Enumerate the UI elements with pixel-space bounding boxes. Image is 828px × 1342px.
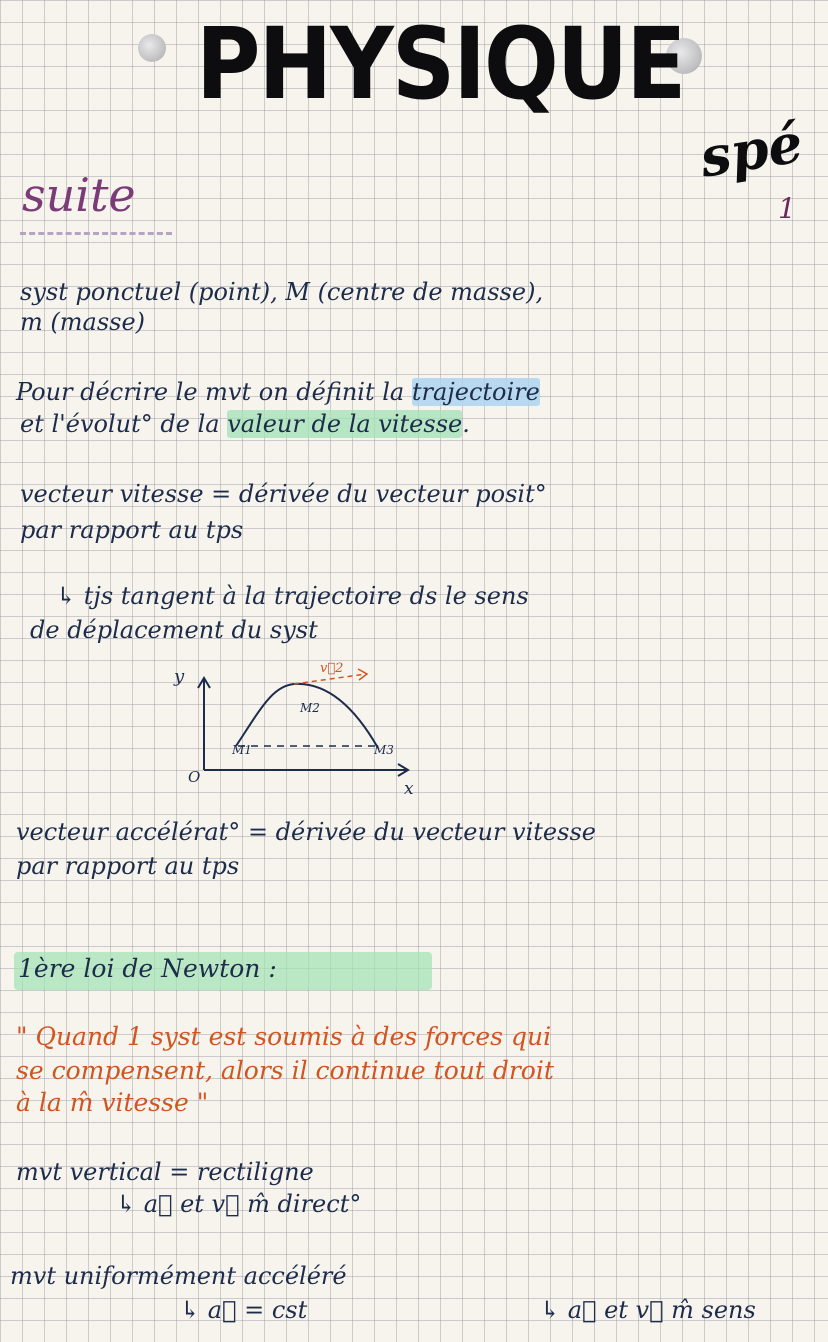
binder-hole-left [138, 34, 166, 62]
note-line-5: vecteur vitesse = dérivée du vecteur posit° [20, 480, 547, 508]
trajectory-diagram [168, 650, 438, 800]
point-m2-label: M2 [300, 701, 320, 715]
note-line-9: vecteur accélérat° = dérivée du vecteur vitesse [16, 818, 596, 846]
note-line-4-text: et l'évolut° de la [20, 410, 228, 438]
quote-line-3: à la m̂ vitesse " [16, 1088, 209, 1117]
note-line-3-text: Pour décrire le mvt on définit la [16, 378, 412, 406]
x-axis-line [204, 764, 408, 776]
note-line-12: mvt vertical = rectiligne [16, 1158, 314, 1186]
trajectory-curve [236, 684, 378, 748]
vector-label: v⃗2 [320, 661, 344, 676]
note-line-13: ↳ a⃗ et v⃗ m̂ direct° [116, 1190, 362, 1218]
highlight-trajectoire: trajectoire [411, 378, 540, 406]
note-line-7: ↳ tjs tangent à la trajectoire ds le sens [56, 582, 529, 610]
x-axis-label: x [404, 779, 414, 799]
note-line-1: syst ponctuel (point), M (centre de masse), [20, 278, 544, 306]
origin-label: O [188, 768, 201, 786]
y-axis-line [198, 678, 210, 770]
page-number: 1 [778, 192, 796, 225]
highlight-valeur-vitesse: valeur de la vitesse [227, 410, 463, 438]
note-line-4 [20, 410, 470, 439]
quote-line-2: se compensent, alors il continue tout droit [16, 1056, 554, 1085]
note-line-16: ↳ a⃗ et v⃗ m̂ sens [540, 1296, 756, 1324]
note-line-4-end: . [462, 410, 470, 438]
point-m1-label: M1 [232, 743, 252, 757]
note-line-3 [16, 378, 540, 407]
point-m3-label: M3 [374, 743, 394, 757]
quote-line-1: " Quand 1 syst est soumis à des forces qui [16, 1022, 552, 1051]
note-line-14: mvt uniformément accéléré [10, 1262, 347, 1290]
section-label: suite [22, 168, 136, 222]
note-line-15: ↳ a⃗ = cst [180, 1296, 308, 1324]
newton-law-heading: 1ère loi de Newton : [18, 954, 277, 983]
note-line-10: par rapport au tps [16, 852, 240, 880]
y-axis-label: y [174, 666, 185, 687]
section-underline [20, 232, 172, 235]
page-title: PHYSIQUE [196, 6, 685, 122]
subject-label: spé [695, 110, 807, 190]
note-line-8: de déplacement du syst [30, 616, 318, 644]
note-line-2: m (masse) [20, 308, 146, 336]
note-line-6: par rapport au tps [20, 516, 244, 544]
